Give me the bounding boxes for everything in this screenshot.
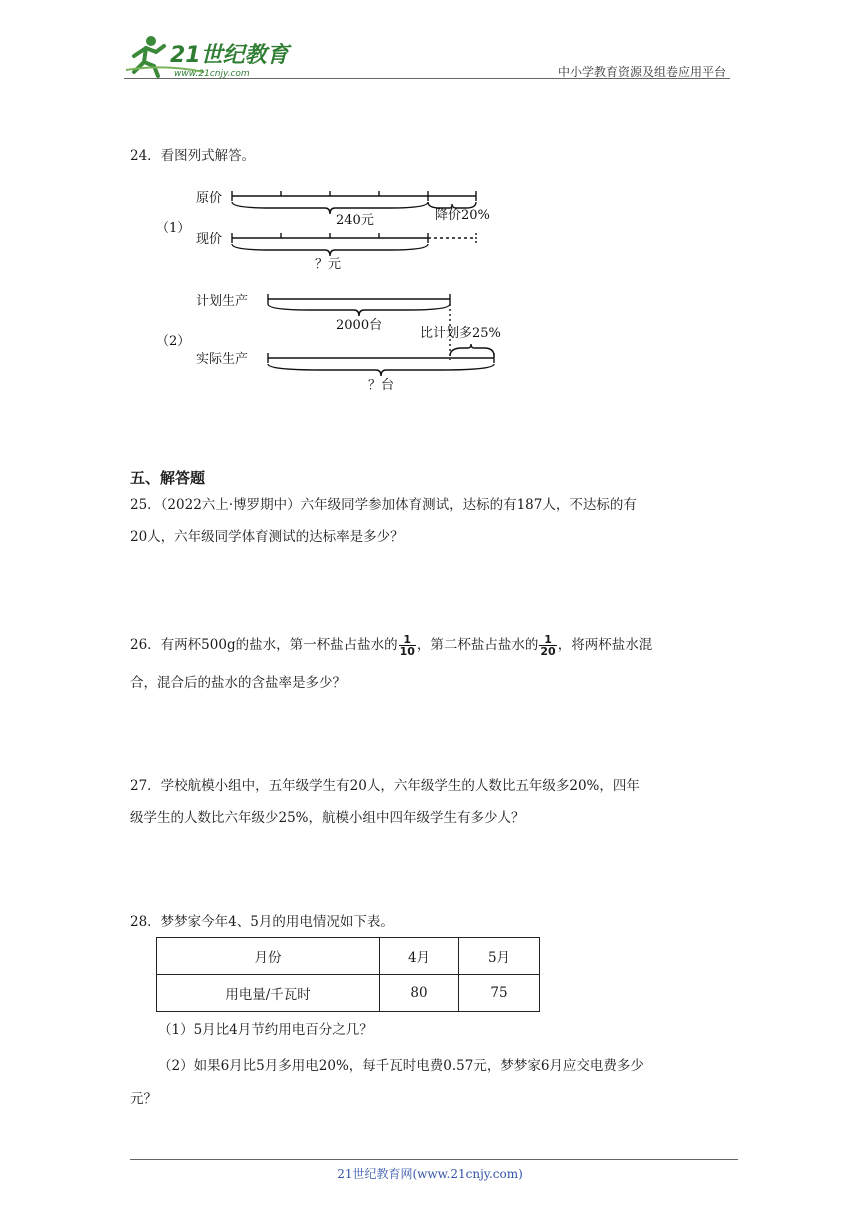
table-cell-april-value: 80 (380, 975, 459, 1012)
footer-text: 21世纪教育网(www.21cnjy.com) (337, 1167, 523, 1181)
q27-line2: 级学生的人数比六年级少25%，航模小组中四年级学生有多少人？ (130, 810, 525, 826)
q24-discount-label: 降价20% (435, 208, 490, 223)
table-header-month: 月份 (157, 938, 380, 975)
q24-unknown-units: ？台 (368, 378, 395, 393)
logo-text: 21世纪教育 (170, 43, 289, 68)
q25-line1: 25．（2022六上·博罗期中）六年级同学参加体育测试，达标的有187人，不达标的有 (130, 497, 637, 513)
logo-subtext: www.21cnjy.com (174, 69, 250, 79)
q24-label-planned: 计划生产 (196, 294, 249, 309)
table-header-april: 4月 (380, 938, 459, 975)
q24-title: 24．看图列式解答。 (130, 148, 256, 164)
logo (124, 34, 294, 80)
table-cell-may-value: 75 (459, 975, 540, 1012)
q26-text-a: 26．有两杯500g的盐水，第一杯盐占盐水的 (130, 637, 398, 653)
header-divider (124, 78, 730, 79)
header-platform-text: 中小学教育资源及组卷应用平台 (557, 65, 726, 79)
table-row (157, 938, 540, 975)
q24-unknown-yuan: ？元 (315, 257, 342, 272)
section-title: 五、解答题 (130, 469, 206, 487)
fraction-one-twentieth (539, 634, 556, 657)
footer-divider (130, 1159, 738, 1160)
fraction-denominator: 20 (540, 645, 556, 658)
q27-line1: 27．学校航模小组中，五年级学生有20人，六年级学生的人数比五年级多20%，四年 (130, 778, 640, 794)
q26-line1 (130, 634, 652, 657)
q26-text-c: ，将两杯盐水混 (557, 637, 653, 653)
q24-part1-number: （1） (156, 221, 191, 236)
actual-production-bar (268, 344, 494, 376)
table-header-may: 5月 (459, 938, 540, 975)
q24-part2-number: （2） (156, 334, 191, 349)
q24-extra-label: 比计划多25% (420, 326, 501, 341)
q24-diagram (150, 180, 530, 409)
q24-label-actual: 实际生产 (196, 352, 249, 367)
q24-amount-2000: 2000台 (336, 318, 383, 333)
q26-line2: 合，混合后的盐水的含盐率是多少？ (130, 675, 346, 691)
q24-amount-240: 240元 (336, 213, 374, 228)
fraction-one-tenth (399, 634, 416, 657)
fraction-denominator: 10 (399, 645, 415, 658)
q28-title: 28．梦梦家今年4、5月的用电情况如下表。 (130, 914, 394, 930)
q24-label-original-price: 原价 (196, 191, 223, 206)
q24-label-current-price: 现价 (196, 232, 223, 247)
q28-sub2-line1: （2）如果6月比5月多用电20%，每千瓦时电费0.57元，梦梦家6月应交电费多少 (158, 1058, 644, 1074)
electricity-table (156, 937, 540, 1012)
table-row (157, 975, 540, 1012)
fraction-numerator: 1 (539, 634, 556, 646)
current-price-bar (232, 233, 476, 256)
q26-text-b: ，第二杯盐占盐水的 (416, 637, 539, 653)
fraction-numerator: 1 (399, 634, 416, 646)
q25-line2: 20人，六年级同学体育测试的达标率是多少？ (130, 529, 404, 545)
q28-sub2-line2: 元？ (130, 1091, 157, 1107)
q28-sub1: （1）5月比4月节约用电百分之几？ (158, 1022, 373, 1038)
table-cell-usage-label: 用电量/千瓦时 (157, 975, 380, 1012)
